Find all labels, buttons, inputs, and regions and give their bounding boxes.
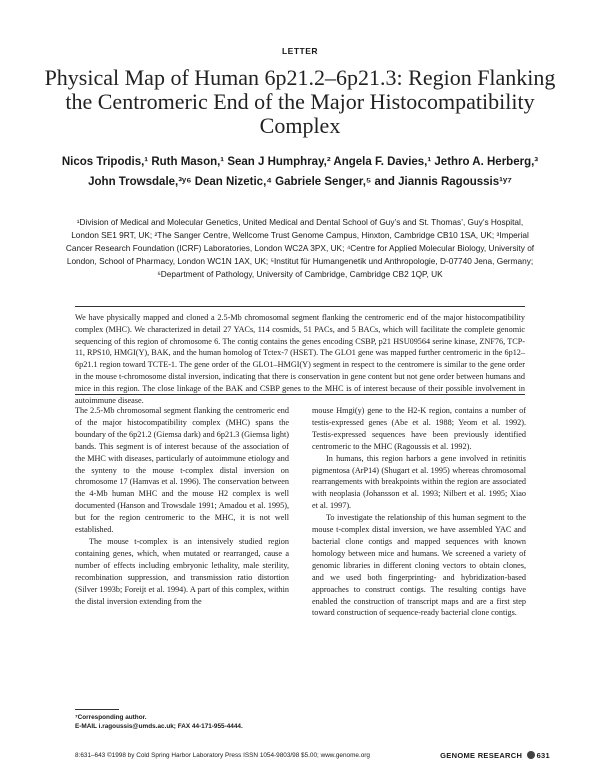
copyright-line: 8:631–643 ©1998 by Cold Spring Harbor Laboratory Press ISSN 1054-9803/98 $5.00; www.genome.org [75,752,370,759]
article-title: Physical Map of Human 6p21.2–6p21.3: Region Flanking the Centromeric End of the Major Histocompatibility Complex [44,65,556,138]
body-column-right [312,405,526,619]
author-list: Nicos Tripodis,¹ Ruth Mason,¹ Sean J Humphray,² Angela F. Davies,¹ Jethro A. Herberg,³ John Trowsdale,³ʸ⁶ Dean Nizetic,⁴ Gabriele Senger,⁵ and Jiannis Ragoussis¹ʸ⁷ [61,156,539,188]
journal-name: GENOME RESEARCH [440,751,523,760]
paragraph: mouse Hmgi(y) gene to the H2-K region, contains a number of testis-expressed genes (Abe et al. 1988; Yeom et al. 1992). Testis-expressed sequences have been previously identified centromeric to the MHC (Ragoussis et al. 1992). [312,406,526,451]
paragraph: In humans, this region harbors a gene involved in retinitis pigmentosa (ArP14) (Shugart et al. 1995) whereas chromosomal rearrangements with breakpoints within the region are associated with neoplasia (Johansson et al. 1993; Nilbert et al. 1995; Xiao et al. 1997). [312,453,526,511]
affiliations: ¹Division of Medical and Molecular Genetics, United Medical and Dental School of Guy’s and St. Thomas’, Guy’s Hospital, London SE1 9RT, UK; ²The Sanger Centre, Wellcome Trust Genome Campus, Hinxton, Cambridge CB10 1SA, UK; ³Imperial Cancer Research Foundation (ICRF) Laboratories, London WC2A 3PX, UK; ⁴Centre for Applied Molecular Biology, University of London, School of Pharmacy, London WC1N 1AX, UK; ⁵Institut für Humangenetik und Anthropologie, D-07740 Jena, Germany; ⁶Department of Pathology, University of Cambridge, Cambridge CB2 1QP, UK [65,217,535,279]
journal-logo-icon [527,751,535,759]
abstract-bottom-rule [75,394,525,395]
corresponding-author-note: ⁷Corresponding author. [75,714,147,721]
abstract: We have physically mapped and cloned a 2.5-Mb chromosomal segment flanking the centromeric end of the major histocompatibility complex (MHC). We characterized in detail 27 YACs, 114 cosmids, 51 PACs, and 5 BACs, which will facilitate the complete genomic sequencing of this region of chromosome 6. The contig contains the genes encoding CSBP, p21 HSU09564 serine kinase, ZNF76, TCP-11, RPS10, HMGI(Y), BAK, and the human homolog of Tctex-7 (HSET). The GLO1 gene was mapped further centromeric in the 6p12–6p21.1 region toward TCTE-1. The gene order of the GLO1–HMGI(Y) segment in respect to the centromere is similar to the gene order in the mouse t-chromosome distal inversion, indicating that there is conservation in gene content but not gene order between humans and mice in this region. The close linkage of the BAK and CSBP genes to the MHC is of interest because of their possible involvement in autoimmune disease. [75,313,525,405]
section-label: LETTER [281,46,319,56]
footnote-rule [75,709,119,710]
body-column-left [75,405,289,607]
footnote [75,713,305,731]
page-number: 631 [536,751,550,760]
journal-page [440,751,550,760]
paragraph: To investigate the relationship of this human segment to the mouse t-complex distal inversion, we have assembled YAC and bacterial clone contigs and mapped sequences with known homology between mice and humans. We screened a variety of genomic libraries in different cloning vectors to obtain clones, and we used both fingerprinting- and hybridization-based approaches to construct contigs. The resulting contigs have enabled the construction of transcript maps and are a first step toward construction of sequence-ready bacterial clone contigs. [312,513,526,618]
contact-info: E-MAIL i.ragoussis@umds.ac.uk; FAX 44-171-955-4444. [75,723,243,730]
abstract-top-rule [75,306,525,307]
paragraph: The 2.5-Mb chromosomal segment flanking the centromeric end of the major histocompatibility complex (MHC) spans the boundary of the 6p21.2 (Giemsa dark) and 6p21.3 (Giemsa light) bands. This segment is of interest because of the association of the MHC with diseases, particularly of autoimmune etiology and the synteny to the mouse t-complex distal inversion on chromosome 17 (Hamvas et al. 1996). The conservation between the 4-Mb human MHC and the mouse H2 complex is well documented (Hanson and Trowsdale 1991; Amadou et al. 1995), but for the region centromeric to the MHC, it is not well established. [75,406,289,535]
paragraph: The mouse t-complex is an intensively studied region containing genes, which, when mutated or rearranged, cause a number of effects including embryonic lethality, male sterility, recombination suppression, and transmission ratio distortion (Silver 1993b; Foreijt et al. 1994). A part of this complex, within the distal inversion extending from the [75,536,289,606]
